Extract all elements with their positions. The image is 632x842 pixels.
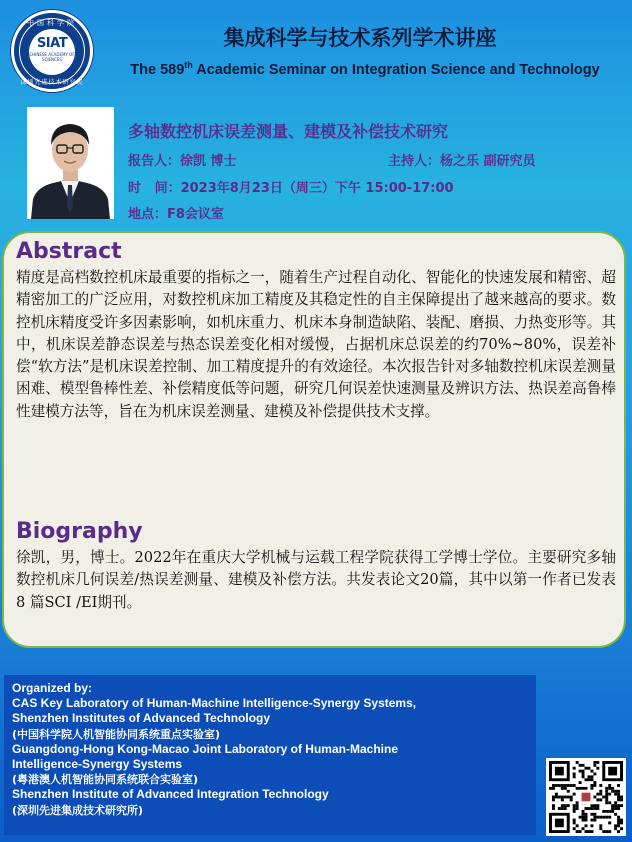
speaker-line: 报告人：徐凯 博士 <box>128 154 237 169</box>
series-title-cn: 集成科学与技术系列学术讲座 <box>223 26 497 50</box>
organizer-line: Guangdong-Hong Kong-Macao Joint Laboratory of Human-Machine <box>12 741 398 756</box>
logo-ring-bottom-text: 深圳先进技术研究院 <box>20 79 84 86</box>
series-title-en: The 589th Academic Seminar on Integration Science and Technology <box>130 60 600 78</box>
talk-title: 多轴数控机床误差测量、建模及补偿技术研究 <box>128 122 449 141</box>
place-line: 地点：F8会议室 <box>128 207 224 222</box>
biography-heading: Biography <box>16 519 143 544</box>
abstract-heading: Abstract <box>16 239 122 264</box>
organizer-line: (中国科学院人机智能协同系统重点实验室) <box>12 727 221 741</box>
speaker-photo <box>27 107 114 219</box>
logo-sub: CHINESE ACADEMY OF SCIENCES <box>29 52 75 62</box>
organizer-line: Shenzhen Institute of Advanced Integration Technology <box>12 787 329 802</box>
content-card <box>2 231 626 648</box>
organizers-label: Organized by: <box>12 681 93 695</box>
abstract-text: 精度是高档数控机床最重要的指标之一，随着生产过程自动化、智能化的快速发展和精密、超精密加工的广泛应用，对数控机床加工精度及其稳定性的自主保障提出了越来越高的要求。数控机床精度受许多因素影响，如机床重力、机床本身制造缺陷、装配、磨损、力热变形等。其中，机床误差静态误差与热态误差变化相对缓慢，占据机床总误差的约70%~80%，误差补偿“软方法”是机床误差控制、加工精度提升的有效途径。本次报告针对多轴数控机床误差测量困难、模型鲁棒性差、补偿精度低等问题，研究几何误差快速测量及辨识方法、热误差高鲁棒性建模方法等，旨在为机床误差测量、建模及补偿提供技术支撑。 <box>16 269 616 420</box>
organizer-line: CAS Key Laboratory of Human-Machine Intelligence-Synergy Systems, <box>12 696 417 711</box>
logo-ring-top-text: 中国科学院 <box>27 19 77 27</box>
siat-logo <box>11 10 93 92</box>
organizers-box <box>4 675 536 835</box>
organizer-line: (深圳先进集成技术研究所) <box>12 803 144 817</box>
logo-name: SIAT <box>36 36 68 51</box>
host-line: 主持人：杨之乐 副研究员 <box>388 154 536 169</box>
qr-code[interactable] <box>546 758 626 836</box>
biography-text: 徐凯，男，博士。2022年在重庆大学机械与运载工程学院获得工学博士学位。主要研究多轴数控机床几何误差/热误差测量、建模及补偿方法。共发表论文20篇，其中以第一作者已发表 8 篇SCI /EI期刊。 <box>16 549 616 611</box>
qr-code-graphic <box>549 761 623 833</box>
logo-inner <box>29 29 75 75</box>
time-line: 时 间：2023年8月23日（周三）下午 15:00-17:00 <box>128 181 454 196</box>
organizer-line: Intelligence-Synergy Systems <box>12 757 183 772</box>
organizer-line: Shenzhen Institutes of Advanced Technology <box>12 711 271 726</box>
organizer-line: (粤港澳人机智能协同系统联合实验室) <box>12 773 199 787</box>
